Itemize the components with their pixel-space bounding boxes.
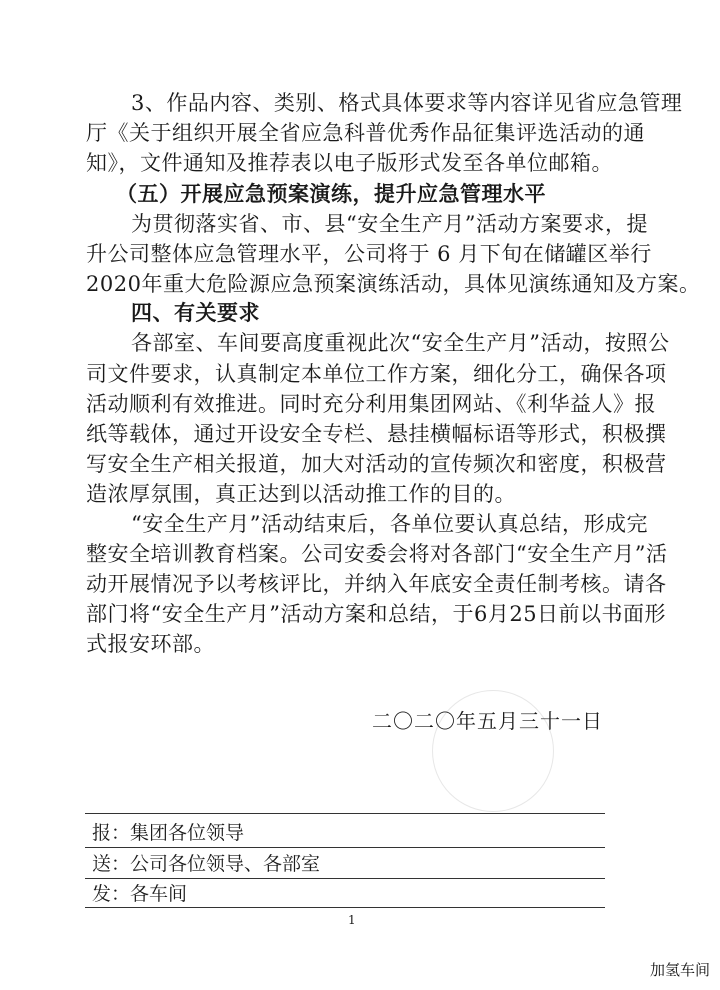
page-number: 1 [348, 913, 356, 927]
item3-line-2: 厅《关于组织开展全省应急科普优秀作品征集评选活动的通 [86, 121, 645, 145]
requirements-line-3: 活动顺利有效推进。同时充分利用集团网站、《利华益人》报 [86, 392, 656, 416]
rule-bottom [85, 907, 605, 908]
requirements-line-2: 司文件要求，认真制定本单位工作方案，细化分工，确保各项 [86, 362, 667, 386]
watermark-label: 加氢车间 [640, 950, 720, 990]
distribution-issue-to: 发：各车间 [92, 883, 188, 905]
item3-line-1: 3、作品内容、类别、格式具体要求等内容详见省应急管理 [131, 91, 683, 115]
summary-line-4: 部门将“安全生产月”活动方案和总结，于6月25日前以书面形 [86, 602, 667, 626]
requirements-line-5: 写安全生产相关报道，加大对活动的宣传频次和密度，积极营 [86, 452, 667, 476]
issue-date: 二〇二〇年五月三十一日 [372, 709, 603, 733]
requirements-line-4: 纸等载体，通过开设安全专栏、悬挂横幅标语等形式，积极撰 [86, 422, 667, 446]
rule-top [85, 813, 605, 814]
requirements-line-1: 各部室、车间要高度重视此次“安全生产月”活动，按照公 [131, 331, 670, 355]
drill-line-2: 升公司整体应急管理水平，公司将于 6 月下旬在储罐区举行 [86, 242, 652, 266]
drill-line-3: 2020年重大危险源应急预案演练活动，具体见演练通知及方案。 [86, 272, 701, 296]
section-heading-5: （五）开展应急预案演练，提升应急管理水平 [116, 181, 546, 206]
summary-line-5: 式报安环部。 [86, 632, 215, 656]
drill-line-1: 为贯彻落实省、市、县“安全生产月”活动方案要求，提 [131, 212, 648, 236]
rule-2 [85, 878, 605, 879]
summary-line-1: “安全生产月”活动结束后，各单位要认真总结，形成完 [131, 512, 648, 536]
requirements-line-6: 造浓厚氛围，真正达到以活动推工作的目的。 [86, 482, 516, 506]
distribution-send-to: 送：公司各位领导、各部室 [92, 853, 321, 875]
distribution-report-to: 报：集团各位领导 [92, 822, 245, 844]
summary-line-3: 动开展情况予以考核评比，并纳入年底安全责任制考核。请各 [86, 572, 667, 596]
rule-1 [85, 847, 605, 848]
item3-line-3: 知》，文件通知及推荐表以电子版形式发至各单位邮箱。 [86, 151, 613, 175]
section-heading-4: 四、有关要求 [131, 300, 260, 325]
summary-line-2: 整安全培训教育档案。公司安委会将对各部门“安全生产月”活 [86, 542, 668, 566]
